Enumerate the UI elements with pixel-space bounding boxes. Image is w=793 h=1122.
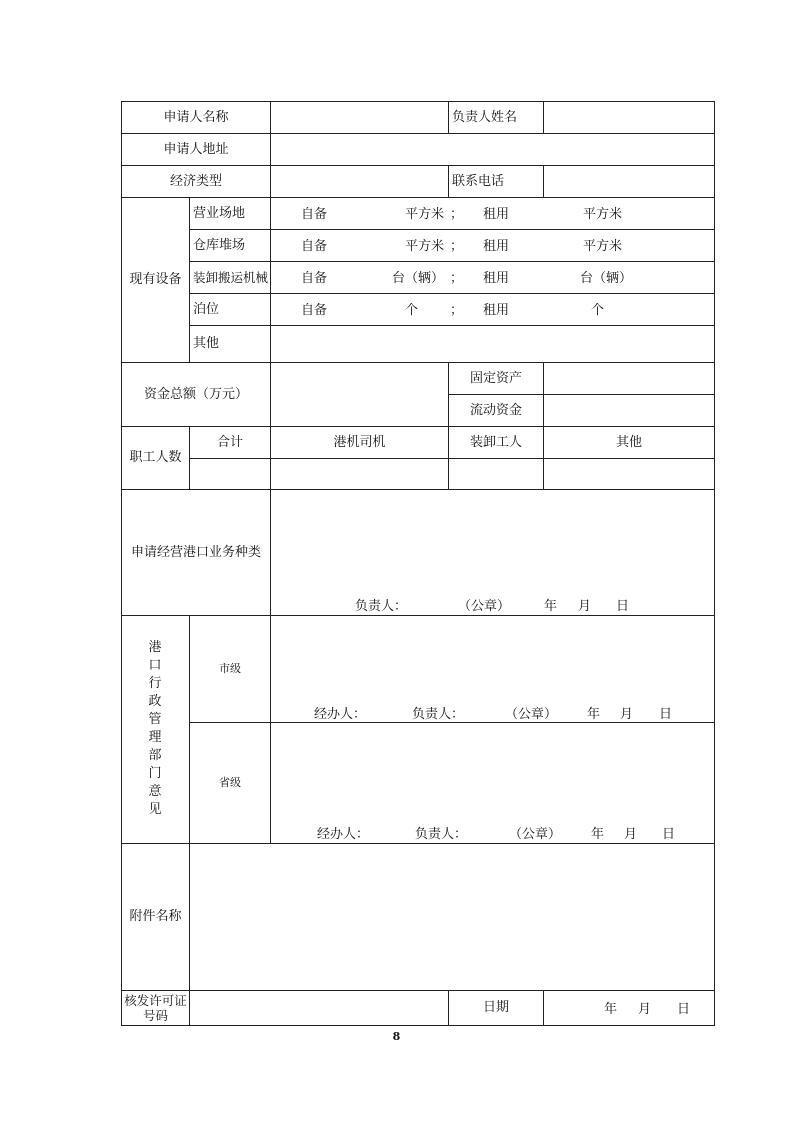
capital-total-field[interactable] [270,362,449,427]
vertical-char: 行 [148,676,162,691]
equipment-row-label [189,229,271,262]
separator-text: ； [450,207,464,222]
staff-label [121,426,190,490]
applicant-address-label-text: 申请人地址 [163,141,229,157]
separator-text: ； [450,239,464,254]
berth-label: 泊位 [193,301,220,317]
applicant-name-field[interactable] [270,101,449,134]
rent-text: 租用 [483,207,510,222]
own-unit-text: 台（辆） [392,271,445,286]
responsible-name-label [448,101,544,134]
rent-text: 租用 [483,271,510,286]
rent-unit-text: 平方米 [583,207,623,222]
crane-driver-header [270,426,449,459]
city-day-text: 日 [659,707,673,722]
loader-field[interactable] [448,458,544,490]
vertical-char: 口 [148,658,162,673]
province-seal-text: （公章） [509,827,562,842]
fixed-assets-label-text: 固定资产 [469,370,522,386]
business-type-label-text: 申请经营港口业务种类 [130,544,261,560]
city-handler-text: 经办人： [314,707,367,722]
current-funds-label [448,394,544,427]
province-day-text: 日 [662,827,676,842]
applicant-name-label [121,101,271,134]
city-level-label-text: 市级 [219,662,241,676]
separator-text: ； [450,271,464,286]
city-seal-text: （公章） [505,707,558,722]
equipment-row-label [189,293,271,326]
fixed-assets-label [448,362,544,395]
port-admin-opinion-vertical-text [145,639,165,819]
vertical-char: 部 [148,748,162,763]
own-unit-text: 平方米 [405,207,445,222]
staff-other-header [543,426,715,459]
vertical-char: 门 [148,766,162,781]
own-text: 自备 [301,207,328,222]
page-number: 8 [392,1030,401,1043]
business-area-label: 营业场地 [193,205,246,221]
license-number-label-text: 核发许可证号码 [124,993,187,1023]
business-day-text: 日 [616,599,630,614]
province-month-text: 月 [624,827,638,842]
date-day-text: 日 [677,1002,691,1017]
own-text: 自备 [301,239,328,254]
date-month-text: 月 [638,1002,652,1017]
equipment-other-label-text: 其他 [193,336,220,352]
capital-total-label-text: 资金总额（万元） [143,386,248,402]
own-unit-text: 个 [405,303,419,318]
own-text: 自备 [301,303,328,318]
contact-phone-label-text: 联系电话 [452,173,505,189]
vertical-char: 意 [148,784,162,799]
business-month-text: 月 [578,599,592,614]
loader-header-text: 装卸工人 [469,434,522,450]
vertical-char: 见 [148,802,162,817]
province-level-opinion-field[interactable] [270,722,715,844]
vertical-char: 理 [148,730,162,745]
responsible-name-label-text: 负责人姓名 [452,109,518,125]
equipment-other-label [189,325,271,363]
city-level-label [189,615,271,723]
contact-phone-label [448,165,544,198]
vertical-char: 管 [148,712,162,727]
business-year-text: 年 [544,599,558,614]
economic-type-field[interactable] [270,165,449,198]
business-type-label [121,489,271,616]
province-handler-text: 经办人： [317,827,370,842]
staff-total-header-text: 合计 [216,434,243,450]
equipment-other-field[interactable] [270,325,715,363]
rent-unit-text: 平方米 [583,239,623,254]
city-responsible-text: 负责人： [412,707,465,722]
attachments-label [121,843,190,991]
province-level-label-text: 省级 [219,776,241,790]
crane-driver-header-text: 港机司机 [333,434,386,450]
contact-phone-field[interactable] [543,165,715,198]
applicant-address-label [121,133,271,166]
staff-other-header-text: 其他 [615,434,642,450]
date-label [448,990,544,1026]
crane-driver-field[interactable] [270,458,449,490]
staff-total-header [189,426,271,459]
applicant-name-label-text: 申请人名称 [163,109,229,125]
equipment-label [121,197,190,363]
machinery-label: 装卸搬运机械 [193,270,269,285]
province-level-label [189,722,271,844]
own-unit-text: 平方米 [405,239,445,254]
economic-type-label [121,165,271,198]
business-responsible-text: 负责人： [355,599,408,614]
economic-type-label-text: 经济类型 [169,173,222,189]
rent-text: 租用 [483,303,510,318]
equipment-row-label [189,197,271,230]
responsible-name-field[interactable] [543,101,715,134]
rent-text: 租用 [483,239,510,254]
attachments-label-text: 附件名称 [129,909,182,925]
vertical-char: 港 [148,640,162,655]
date-year-text: 年 [604,1002,618,1017]
city-year-text: 年 [587,707,601,722]
staff-other-field[interactable] [543,458,715,490]
capital-total-label [121,362,271,427]
province-year-text: 年 [591,827,605,842]
current-funds-label-text: 流动资金 [469,402,522,418]
applicant-address-field[interactable] [270,133,715,166]
rent-unit-text: 台（辆） [580,271,633,286]
staff-total-field[interactable] [189,458,271,490]
equipment-row-label [189,261,271,294]
equipment-label-text: 现有设备 [129,272,182,288]
province-responsible-text: 负责人： [415,827,468,842]
fixed-assets-field[interactable] [543,362,715,395]
date-label-text: 日期 [482,1000,509,1016]
license-number-field[interactable] [189,990,449,1026]
own-text: 自备 [301,271,328,286]
city-month-text: 月 [620,707,634,722]
separator-text: ； [450,303,464,318]
attachments-field[interactable] [189,843,715,991]
warehouse-label: 仓库堆场 [193,237,246,253]
license-number-label [121,990,190,1026]
loader-header [448,426,544,459]
current-funds-field[interactable] [543,394,715,427]
business-seal-text: （公章） [458,599,511,614]
staff-label-text: 职工人数 [129,450,182,466]
business-type-field[interactable] [270,489,715,616]
rent-unit-text: 个 [591,303,605,318]
vertical-char: 政 [148,694,162,709]
